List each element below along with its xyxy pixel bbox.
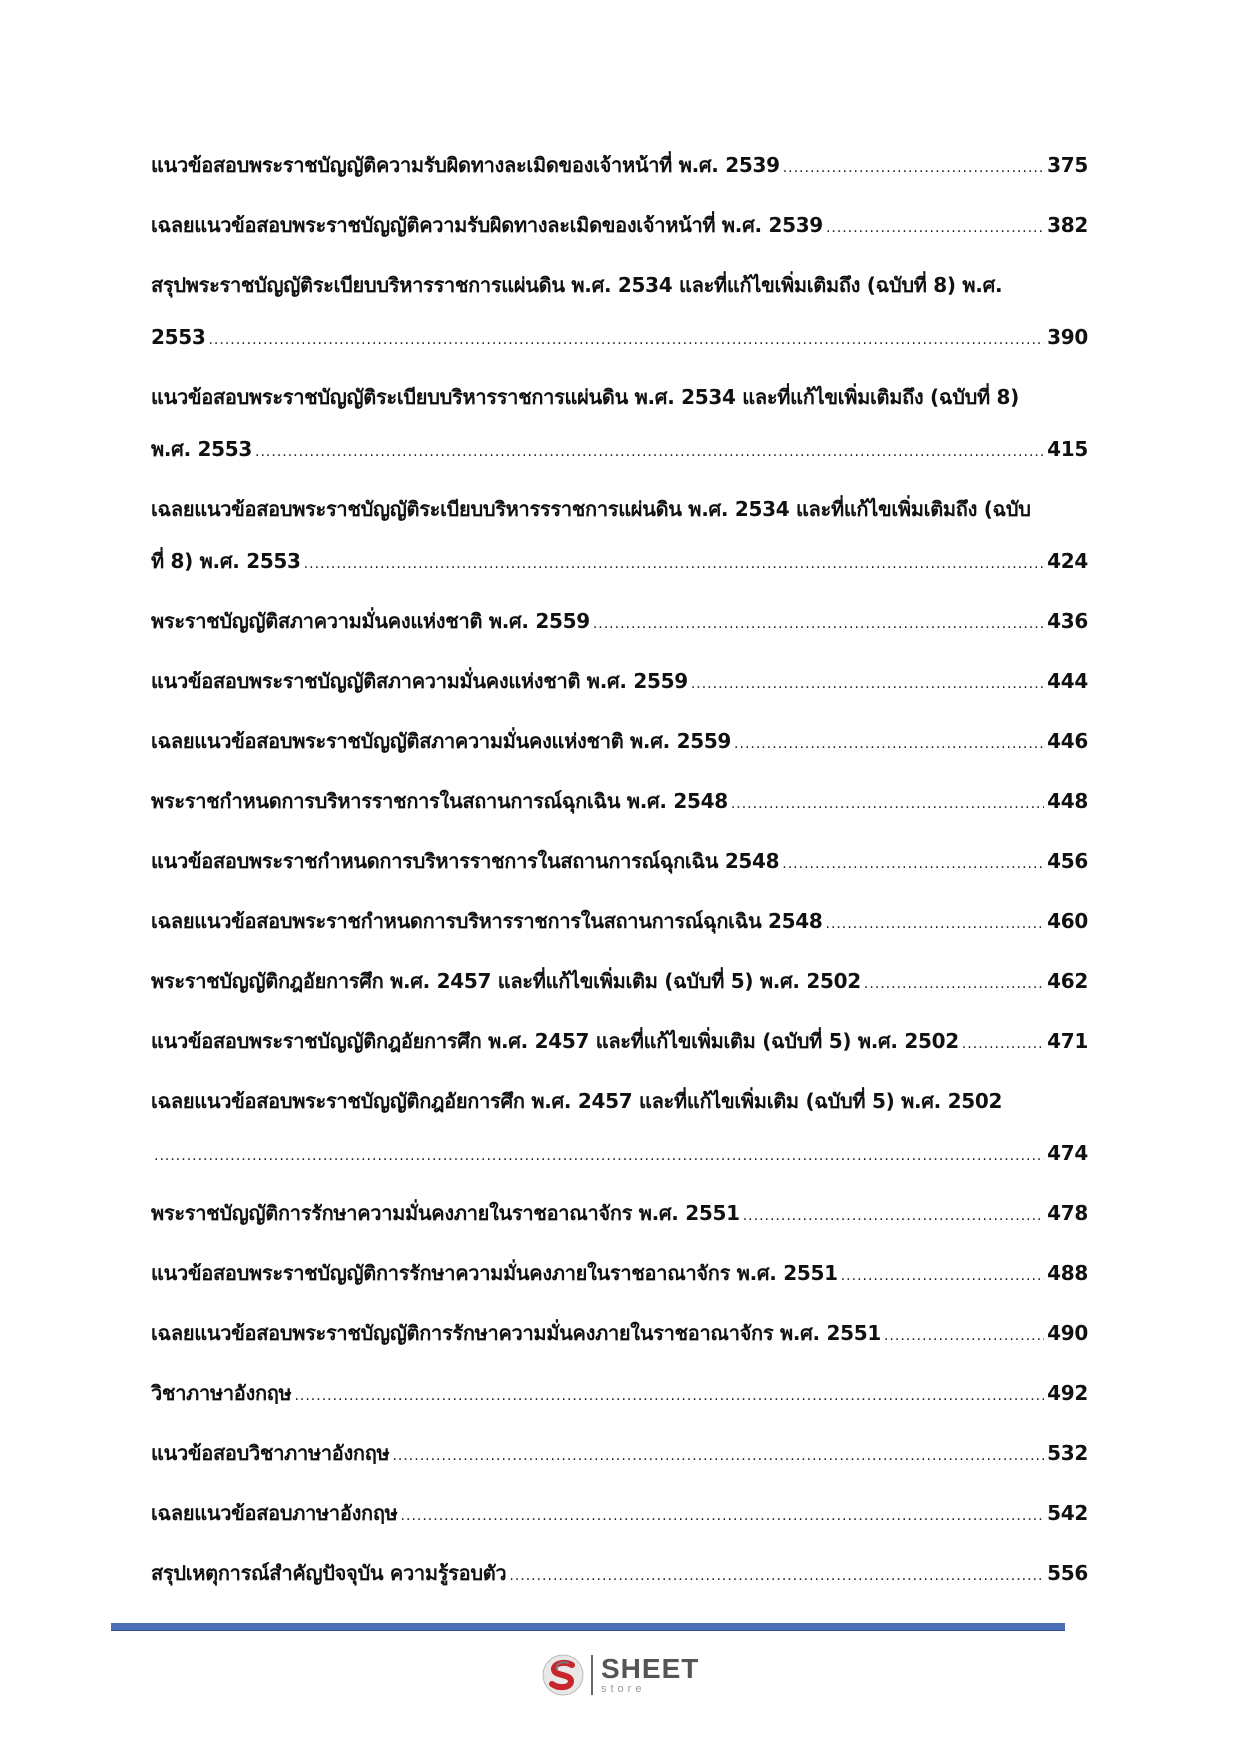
toc-entry-last-line bbox=[151, 1318, 1088, 1348]
toc-entry-title: พระราชบัญญัติสภาความมั่นคงแห่งชาติ พ.ศ. 2559 bbox=[151, 609, 590, 633]
toc-entry bbox=[151, 786, 1088, 816]
toc-entry bbox=[151, 1318, 1088, 1348]
toc-entry-line bbox=[151, 382, 1088, 412]
toc-dot-leader bbox=[826, 909, 1045, 939]
toc-entry-title: เฉลยแนวข้อสอบพระราชบัญญัติกฎอัยการศึก พ.ศ. 2457 และที่แก้ไขเพิ่มเติม (ฉบับที่ 5) พ.ศ. 2502 bbox=[151, 1089, 1003, 1113]
toc-entry bbox=[151, 150, 1088, 180]
toc-entry-title: ที่ 8) พ.ศ. 2553 bbox=[151, 549, 301, 573]
toc-dot-leader bbox=[743, 1201, 1044, 1231]
toc-page-number: 382 bbox=[1047, 213, 1088, 237]
toc-entry-last-line bbox=[151, 1026, 1088, 1056]
toc-entry-last-line bbox=[151, 210, 1088, 240]
toc-dot-leader bbox=[691, 669, 1044, 699]
toc-entry-last-line bbox=[151, 1258, 1088, 1288]
toc-dot-leader bbox=[731, 789, 1044, 819]
toc-entry-title: วิชาภาษาอังกฤษ bbox=[151, 1381, 292, 1405]
toc-dot-leader bbox=[864, 969, 1044, 999]
toc-entry-title: เฉลยแนวข้อสอบพระราชกำหนดการบริหารราชการในสถานการณ์ฉุกเฉิน 2548 bbox=[151, 909, 823, 933]
toc-entry-title: สรุปพระราชบัญญัติระเบียบบริหารราชการแผ่นดิน พ.ศ. 2534 และที่แก้ไขเพิ่มเติมถึง (ฉบับที่ 8) พ.ศ. bbox=[151, 273, 1003, 297]
toc-entry-last-line bbox=[151, 434, 1088, 464]
toc-entry bbox=[151, 1198, 1088, 1228]
footer-rule bbox=[111, 1623, 1065, 1631]
toc-dot-leader bbox=[734, 729, 1044, 759]
toc-entry bbox=[151, 846, 1088, 876]
toc-page-number: 436 bbox=[1047, 609, 1088, 633]
toc-entry bbox=[151, 1438, 1088, 1468]
toc-page-number: 456 bbox=[1047, 849, 1088, 873]
toc-page-number: 474 bbox=[1047, 1141, 1088, 1165]
toc-entry-title: เฉลยแนวข้อสอบพระราชบัญญัติสภาความมั่นคงแห่งชาติ พ.ศ. 2559 bbox=[151, 729, 732, 753]
logo-word: SHEET bbox=[601, 1653, 700, 1684]
toc-dot-leader bbox=[401, 1501, 1045, 1531]
toc-entry-last-line bbox=[151, 150, 1088, 180]
logo-divider bbox=[591, 1655, 593, 1695]
toc-entry-last-line bbox=[151, 966, 1088, 996]
toc-dot-leader bbox=[154, 1141, 1044, 1171]
toc-entry-last-line bbox=[151, 1378, 1088, 1408]
toc-entry bbox=[151, 1258, 1088, 1288]
toc-dot-leader bbox=[783, 153, 1044, 183]
toc-entry bbox=[151, 382, 1088, 464]
toc-entry-last-line bbox=[151, 786, 1088, 816]
toc-dot-leader bbox=[593, 609, 1044, 639]
toc-page-number: 542 bbox=[1047, 1501, 1088, 1525]
toc-entry-title: เฉลยแนวข้อสอบพระราชบัญญัติการรักษาความมั่นคงภายในราชอาณาจักร พ.ศ. 2551 bbox=[151, 1321, 881, 1345]
toc-dot-leader bbox=[208, 325, 1044, 355]
toc-entry-title: แนวข้อสอบพระราชบัญญัติการรักษาความมั่นคงภายในราชอาณาจักร พ.ศ. 2551 bbox=[151, 1261, 838, 1285]
logo-text bbox=[601, 1655, 699, 1695]
toc-dot-leader bbox=[255, 437, 1044, 467]
toc-entry-title: เฉลยแนวข้อสอบภาษาอังกฤษ bbox=[151, 1501, 398, 1525]
toc-entry-last-line bbox=[151, 1198, 1088, 1228]
toc-page-number: 532 bbox=[1047, 1441, 1088, 1465]
toc-entry-last-line bbox=[151, 1558, 1088, 1588]
toc-entry bbox=[151, 666, 1088, 696]
toc-entry-title: สรุปเหตุการณ์สำคัญปัจจุบัน ความรู้รอบตัว bbox=[151, 1561, 507, 1585]
table-of-contents bbox=[151, 150, 1088, 1618]
toc-page-number: 556 bbox=[1047, 1561, 1088, 1585]
toc-entry-title: พระราชกำหนดการบริหารราชการในสถานการณ์ฉุกเฉิน พ.ศ. 2548 bbox=[151, 789, 728, 813]
toc-page-number: 462 bbox=[1047, 969, 1088, 993]
toc-entry-last-line bbox=[151, 606, 1088, 636]
toc-entry bbox=[151, 494, 1088, 576]
toc-entry-title: พระราชบัญญัติการรักษาความมั่นคงภายในราชอาณาจักร พ.ศ. 2551 bbox=[151, 1201, 740, 1225]
toc-dot-leader bbox=[304, 549, 1044, 579]
toc-entry bbox=[151, 1378, 1088, 1408]
toc-entry-title: เฉลยแนวข้อสอบพระราชบัญญัติระเบียบบริหารรราชการแผ่นดิน พ.ศ. 2534 และที่แก้ไขเพิ่มเติมถึง (ฉบับ bbox=[151, 497, 1031, 521]
toc-entry bbox=[151, 966, 1088, 996]
toc-dot-leader bbox=[509, 1561, 1044, 1591]
toc-entry-title: พ.ศ. 2553 bbox=[151, 437, 253, 461]
toc-entry bbox=[151, 606, 1088, 636]
toc-entry-title: แนวข้อสอบพระราชบัญญัติสภาความมั่นคงแห่งชาติ พ.ศ. 2559 bbox=[151, 669, 688, 693]
toc-entry-title: แนวข้อสอบวิชาภาษาอังกฤษ bbox=[151, 1441, 390, 1465]
toc-entry bbox=[151, 210, 1088, 240]
toc-dot-leader bbox=[962, 1029, 1044, 1059]
toc-entry-last-line bbox=[151, 846, 1088, 876]
toc-entry bbox=[151, 726, 1088, 756]
toc-entry-last-line bbox=[151, 1138, 1088, 1168]
toc-entry-title: แนวข้อสอบพระราชกำหนดการบริหารราชการในสถานการณ์ฉุกเฉิน 2548 bbox=[151, 849, 780, 873]
toc-entry-title: แนวข้อสอบพระราชบัญญัติกฎอัยการศึก พ.ศ. 2457 และที่แก้ไขเพิ่มเติม (ฉบับที่ 5) พ.ศ. 2502 bbox=[151, 1029, 959, 1053]
toc-entry-title: แนวข้อสอบพระราชบัญญัติความรับผิดทางละเมิดของเจ้าหน้าที่ พ.ศ. 2539 bbox=[151, 153, 780, 177]
toc-entry-last-line bbox=[151, 1438, 1088, 1468]
sheet-store-logo bbox=[541, 1650, 699, 1700]
toc-entry-title: 2553 bbox=[151, 325, 206, 349]
toc-entry bbox=[151, 1498, 1088, 1528]
toc-page-number: 492 bbox=[1047, 1381, 1088, 1405]
sheet-store-logo-icon bbox=[541, 1653, 585, 1697]
toc-page-number: 478 bbox=[1047, 1201, 1088, 1225]
toc-entry bbox=[151, 1026, 1088, 1056]
toc-page-number: 448 bbox=[1047, 789, 1088, 813]
toc-page-number: 390 bbox=[1047, 325, 1088, 349]
toc-entry-last-line bbox=[151, 546, 1088, 576]
toc-page-number: 415 bbox=[1047, 437, 1088, 461]
toc-entry-title: พระราชบัญญัติกฎอัยการศึก พ.ศ. 2457 และที่แก้ไขเพิ่มเติม (ฉบับที่ 5) พ.ศ. 2502 bbox=[151, 969, 861, 993]
toc-page-number: 375 bbox=[1047, 153, 1088, 177]
toc-entry bbox=[151, 270, 1088, 352]
toc-entry bbox=[151, 906, 1088, 936]
toc-entry-last-line bbox=[151, 906, 1088, 936]
toc-page-number: 446 bbox=[1047, 729, 1088, 753]
logo-sub: store bbox=[601, 1683, 646, 1695]
toc-entry-title: แนวข้อสอบพระราชบัญญัติระเบียบบริหารราชการแผ่นดิน พ.ศ. 2534 และที่แก้ไขเพิ่มเติมถึง (ฉบับที่ 8) bbox=[151, 385, 1020, 409]
toc-page-number: 490 bbox=[1047, 1321, 1088, 1345]
toc-page-number: 460 bbox=[1047, 909, 1088, 933]
toc-entry-line bbox=[151, 494, 1088, 524]
toc-dot-leader bbox=[884, 1321, 1044, 1351]
toc-dot-leader bbox=[782, 849, 1044, 879]
toc-entry bbox=[151, 1086, 1088, 1168]
toc-entry-line bbox=[151, 1086, 1088, 1116]
toc-entry-title: เฉลยแนวข้อสอบพระราชบัญญัติความรับผิดทางละเมิดของเจ้าหน้าที่ พ.ศ. 2539 bbox=[151, 213, 823, 237]
toc-entry-last-line bbox=[151, 726, 1088, 756]
toc-entry-last-line bbox=[151, 666, 1088, 696]
toc-page-number: 471 bbox=[1047, 1029, 1088, 1053]
toc-dot-leader bbox=[392, 1441, 1044, 1471]
toc-entry bbox=[151, 1558, 1088, 1588]
toc-entry-line bbox=[151, 270, 1088, 300]
toc-dot-leader bbox=[826, 213, 1044, 243]
toc-entry-last-line bbox=[151, 1498, 1088, 1528]
toc-page-number: 488 bbox=[1047, 1261, 1088, 1285]
toc-entry-last-line bbox=[151, 322, 1088, 352]
toc-dot-leader bbox=[294, 1381, 1044, 1411]
toc-dot-leader bbox=[841, 1261, 1044, 1291]
toc-page-number: 444 bbox=[1047, 669, 1088, 693]
toc-page-number: 424 bbox=[1047, 549, 1088, 573]
